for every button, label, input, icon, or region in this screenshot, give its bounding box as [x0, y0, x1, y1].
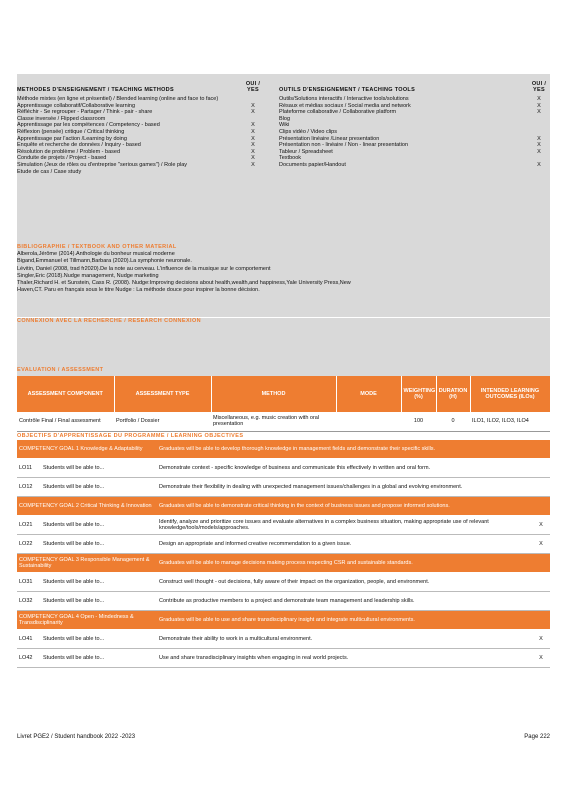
assessment-column-header: ASSESSMENT TYPE	[114, 376, 211, 412]
learning-outcome-row	[17, 573, 550, 592]
learning-outcome-subject: Students will be able to...	[43, 464, 105, 471]
learning-outcome-id-cell	[17, 459, 157, 478]
teaching-method-label: Simulation (Jeux de rôles ou d'entreprise "serious games") / Role play	[17, 161, 188, 168]
teaching-tools-header: OUTILS D'ENSEIGNEMENT / TEACHING TOOLS	[279, 87, 416, 93]
learning-outcome-id: LO32	[19, 597, 33, 604]
learning-outcome-row	[17, 535, 550, 554]
teaching-tools-column	[279, 74, 550, 169]
assessment-column-header: DURATION (H)	[436, 376, 470, 412]
learning-outcome-id: LO31	[19, 578, 33, 585]
learning-outcome-text: Construct well thought - out decisions, fully aware of their impact on the organization, people, and environment.	[157, 573, 532, 592]
teaching-tool-label: Tableur / Spreadsheet	[279, 148, 333, 155]
competency-goal-label: COMPETENCY GOAL 2 Critical Thinking & Innovation	[17, 497, 157, 516]
teaching-method-yes-mark: X	[251, 142, 255, 149]
teaching-method-label: Apprentissage collaboratif/Collaborative learning	[17, 102, 136, 109]
bibliography-entry: Haven,CT. Paru en français sous le titre Nudge : La méthode douce pour inspirer la bonne décision.	[17, 287, 260, 294]
teaching-method-yes-mark	[242, 96, 264, 103]
bibliography-entry: Singler,Eric (2018).Nudge management, Nudge marketing	[17, 272, 159, 279]
competency-goal-label: COMPETENCY GOAL 4 Open - Mindedness & Transdisciplinarity	[17, 611, 157, 630]
bibliography-list	[17, 251, 550, 295]
competency-goal-label: COMPETENCY GOAL 3 Responsible Management & Sustainability	[17, 554, 157, 573]
teaching-tool-yes-mark	[528, 155, 550, 162]
teaching-method-label: Méthode mixtes (en ligne et présentiel) / Blended learning (online and face to face)	[17, 96, 219, 102]
learning-outcome-id-cell	[17, 478, 157, 497]
teaching-method-label: Etude de cas / Case study	[17, 168, 82, 175]
assessment-cell: Miscellaneous, e.g. music creation with oral presentation	[211, 412, 336, 431]
teaching-method-label: Classe inversée / Flipped classroom	[17, 115, 106, 122]
teaching-tools-oui-header: OUI / YES	[531, 81, 547, 93]
teaching-method-yes-mark: X	[251, 102, 255, 109]
assessment-cell: ILO1, ILO2, ILO3, ILO4	[470, 412, 550, 431]
teaching-method-row	[17, 149, 264, 156]
assessment-cell: 100	[401, 412, 436, 431]
teaching-method-row	[17, 109, 264, 116]
teaching-method-yes-mark: X	[251, 161, 255, 168]
learning-outcome-text: Demonstrate their ability to work in a multicultural environment.	[157, 630, 532, 649]
teaching-tools-list	[279, 96, 550, 169]
teaching-tool-label: Documents papier/Handout	[279, 161, 346, 168]
evaluation-section	[17, 367, 550, 668]
competency-goal-description: Graduates will be able to manage decisions making process respecting CSR and sustainable standards.	[157, 554, 550, 573]
objectives-table	[17, 440, 550, 669]
teaching-tool-yes-mark: X	[537, 102, 541, 109]
competency-goal-description: Graduates will be able to develop thorough knowledge in management fields and demonstrate their specific skills.	[157, 440, 550, 459]
teaching-tool-label: Outils/Solutions interactifs / Interactive tools/solutions	[279, 96, 409, 102]
competency-goal-row	[17, 440, 550, 459]
teaching-tool-yes-mark: X	[537, 135, 541, 142]
learning-outcome-text: Demonstrate context - specific knowledge of business and communicate this effectively in written and oral form.	[157, 459, 532, 478]
learning-outcome-row	[17, 459, 550, 478]
teaching-tool-row	[279, 122, 550, 129]
learning-outcome-id-cell	[17, 592, 157, 611]
teaching-tool-yes-mark: X	[537, 161, 541, 168]
competency-goal-row	[17, 611, 550, 630]
research-connexion-title: CONNEXION AVEC LA RECHERCHE / RESEARCH CONNEXION	[17, 318, 202, 324]
teaching-tool-yes-mark: X	[537, 96, 541, 102]
teaching-tool-label: Wiki	[279, 122, 290, 129]
learning-outcome-id-cell	[17, 630, 157, 649]
teaching-method-label: Réflexion (pensée) critique / Critical thinking	[17, 128, 125, 135]
teaching-methods-list	[17, 96, 264, 175]
methods-section	[17, 74, 550, 244]
teaching-tool-yes-mark: X	[537, 109, 541, 116]
learning-outcome-id-cell	[17, 535, 157, 554]
learning-outcome-id: LO42	[19, 654, 33, 661]
page-footer	[17, 734, 550, 740]
bibliography-entry: Bigand,Emmanuel et Tillmann,Barbara (2020).La symphonie neuronale.	[17, 258, 192, 265]
learning-outcome-id: LO12	[19, 483, 33, 490]
assessment-column-header: WEIGHTING (%)	[401, 376, 436, 412]
teaching-method-label: Réfléchir - Se regrouper - Partager / Think - pair - share	[17, 109, 153, 116]
teaching-method-row	[17, 129, 264, 136]
teaching-tool-row	[279, 96, 550, 103]
learning-outcome-mark: X	[532, 535, 550, 554]
learning-outcome-mark: X	[532, 516, 550, 535]
learning-outcome-row	[17, 592, 550, 611]
learning-outcome-mark	[532, 573, 550, 592]
teaching-tool-row	[279, 155, 550, 162]
learning-outcome-row	[17, 516, 550, 535]
teaching-tool-label: Clips vidéo / Video clips	[279, 128, 337, 135]
teaching-method-label: Conduite de projets / Project - based	[17, 155, 107, 162]
teaching-method-yes-mark: X	[251, 135, 255, 142]
teaching-methods-column	[17, 74, 264, 175]
teaching-methods-header: METHODES D'ENSEIGNEMENT / TEACHING METHODS	[17, 87, 174, 93]
bibliography-title: BIBLIOGRAPHIE / TEXTBOOK AND OTHER MATERIAL	[17, 244, 177, 250]
teaching-method-yes-mark	[242, 116, 264, 123]
learning-outcome-subject: Students will be able to...	[43, 578, 105, 585]
teaching-method-yes-mark: X	[251, 148, 255, 155]
teaching-method-label: Apprentissage par l'action /Learning by doing	[17, 135, 127, 142]
assessment-column-header: ASSESSMENT COMPONENT	[17, 376, 114, 412]
assessment-column-header: METHOD	[211, 376, 336, 412]
assessment-cell: 0	[436, 412, 470, 431]
teaching-tool-row	[279, 162, 550, 169]
competency-goal-label: COMPETENCY GOAL 1 Knowledge & Adaptability	[17, 440, 157, 459]
teaching-tool-row	[279, 136, 550, 143]
teaching-method-row	[17, 103, 264, 110]
teaching-tool-row	[279, 103, 550, 110]
teaching-method-row	[17, 142, 264, 149]
assessment-table	[17, 376, 551, 432]
learning-outcome-id: LO41	[19, 635, 33, 642]
competency-goal-description: Graduates will be able to use and share transdisciplinary insight and integrate multicultural environments.	[157, 611, 550, 630]
learning-outcome-mark: X	[532, 630, 550, 649]
learning-outcome-id: LO22	[19, 540, 33, 547]
teaching-tool-yes-mark: X	[537, 148, 541, 155]
learning-outcome-id-cell	[17, 516, 157, 535]
teaching-tool-label: Présentation linéaire /Linear presentation	[279, 135, 380, 142]
learning-outcome-mark	[532, 478, 550, 497]
teaching-tool-row	[279, 116, 550, 123]
teaching-tool-label: Blog	[279, 115, 291, 122]
assessment-column-header: INTENDED LEARNING OUTCOMES (ILOs)	[470, 376, 550, 412]
teaching-tool-label: Plateforme collaborative / Collaborative platform	[279, 109, 397, 116]
learning-outcome-mark	[532, 459, 550, 478]
teaching-tool-row	[279, 109, 550, 116]
competency-goal-row	[17, 554, 550, 573]
learning-outcome-id: LO21	[19, 521, 33, 528]
learning-outcome-mark	[532, 592, 550, 611]
teaching-tool-label: Textbook	[279, 155, 302, 162]
assessment-cell: Contrôle Final / Final assessment	[17, 412, 114, 431]
teaching-tool-label: Résaux et médias sociaux / Social media and network	[279, 102, 411, 109]
learning-outcome-subject: Students will be able to...	[43, 483, 105, 490]
evaluation-title: EVALUATION / ASSESSMENT	[17, 367, 550, 376]
teaching-method-row	[17, 169, 264, 176]
learning-outcome-row	[17, 478, 550, 497]
learning-outcome-id: LO11	[19, 464, 33, 471]
learning-outcome-row	[17, 630, 550, 649]
learning-outcome-subject: Students will be able to...	[43, 654, 105, 661]
learning-outcome-row	[17, 649, 550, 668]
assessment-row	[17, 412, 550, 431]
teaching-method-row	[17, 155, 264, 162]
teaching-tool-yes-mark	[528, 122, 550, 129]
teaching-tool-label: Présentation non - linéaire / Non - linear presentation	[279, 142, 409, 149]
learning-outcome-subject: Students will be able to...	[43, 635, 105, 642]
learning-outcome-text: Identify, analyze and prioritize core issues and evaluate alternatives in a complex business situation, making appropriate use of relevant knowledge/tools/models/approaches.	[157, 516, 532, 535]
teaching-method-row	[17, 122, 264, 129]
teaching-tool-yes-mark	[528, 129, 550, 136]
teaching-method-yes-mark: X	[251, 155, 255, 162]
learning-outcome-subject: Students will be able to...	[43, 597, 105, 604]
teaching-method-row	[17, 96, 264, 103]
learning-outcome-text: Use and share transdisciplinary insights when engaging in real world projects.	[157, 649, 532, 668]
teaching-method-row	[17, 162, 264, 169]
learning-outcome-subject: Students will be able to...	[43, 521, 105, 528]
research-connexion-section	[17, 318, 550, 367]
teaching-method-yes-mark	[242, 169, 264, 176]
learning-outcome-mark: X	[532, 649, 550, 668]
teaching-tool-yes-mark	[528, 116, 550, 123]
teaching-tool-row	[279, 142, 550, 149]
teaching-tool-row	[279, 149, 550, 156]
assessment-cell: Portfolio / Dossier	[114, 412, 211, 431]
assessment-header-row	[17, 376, 550, 412]
learning-outcome-id-cell	[17, 573, 157, 592]
learning-outcome-subject: Students will be able to...	[43, 540, 105, 547]
footer-handbook-label: Livret PGE2 / Student handbook 2022 -2023	[17, 734, 136, 740]
teaching-methods-oui-header: OUI / YES	[245, 81, 261, 93]
bibliography-entry: Lévitin, Daniel (2008, trad fr2020).De la note au cerveau. L'influence de la musique sur le comportement	[17, 265, 271, 272]
footer-page-number: Page 222	[524, 734, 550, 740]
objectives-title: OBJECTIFS D'APPRENTISSAGE DU PROGRAMME / LEARNING OBJECTIVES	[17, 432, 550, 440]
learning-outcome-id-cell	[17, 649, 157, 668]
teaching-method-row	[17, 116, 264, 123]
competency-goal-description: Graduates will be able to demonstrate critical thinking in the context of business issues and propose informed solutions.	[157, 497, 550, 516]
teaching-method-row	[17, 136, 264, 143]
teaching-method-yes-mark: X	[251, 109, 255, 116]
competency-goal-row	[17, 497, 550, 516]
teaching-tool-row	[279, 129, 550, 136]
teaching-method-label: Enquête et recherche de données / Inquiry - based	[17, 142, 141, 149]
teaching-method-yes-mark: X	[251, 128, 255, 135]
bibliography-entry: Thaler,Richard H. et Sunstein, Cass R. (2008). Nudge:Improving decisions about health,wealth,and happiness,Yale University Press,New	[17, 280, 351, 287]
learning-outcome-text: Demonstrate their flexibility in dealing with unexpected management issues/challenges in a global and evolving environment.	[157, 478, 532, 497]
learning-outcome-text: Contribute as productive members to a project and demonstrate team management and leadership skills.	[157, 592, 532, 611]
teaching-method-label: Résolution de problème / Problem - based	[17, 148, 121, 155]
bibliography-section	[17, 244, 550, 317]
assessment-column-header: MODE	[336, 376, 401, 412]
teaching-method-label: Apprentissage par les compétences / Competency - based	[17, 122, 160, 129]
teaching-tool-yes-mark: X	[537, 142, 541, 149]
assessment-cell	[336, 412, 401, 431]
bibliography-entry: Alberola,Jérôme (2014).Anthologie du bonheur musical moderne	[17, 251, 175, 257]
teaching-method-yes-mark: X	[251, 122, 255, 129]
learning-outcome-text: Design an appropriate and informed creative recommendation to a given issue.	[157, 535, 532, 554]
